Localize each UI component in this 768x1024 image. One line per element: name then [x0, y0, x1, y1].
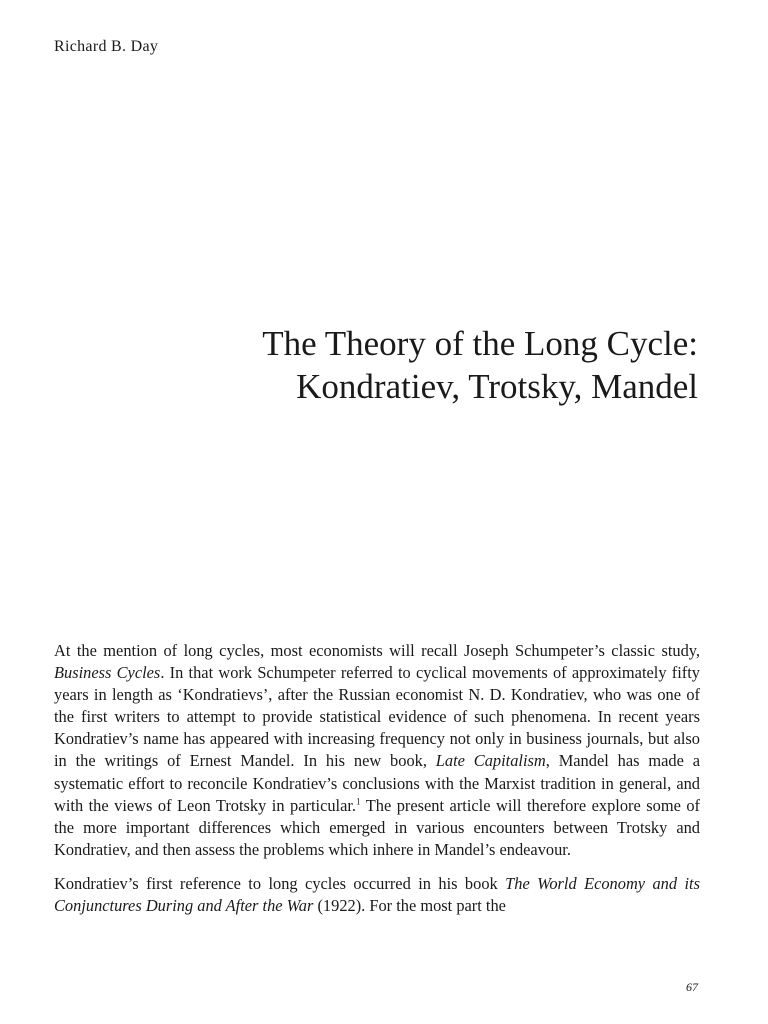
paragraph-1-text-4: The present article will therefore explore some of the more important differences which emerged in various encounters between Trotsky and Kondratiev, and then assess the problems which inhere in Mandel’s endeavour. [54, 795, 700, 859]
book-title-late-capitalism: Late Capitalism [435, 751, 546, 771]
book-title-world-economy: The World Economy and its Conjunctures During and After the War [54, 873, 700, 916]
paragraph-2-text-1: Kondratiev’s first reference to long cycles occurred in his book [54, 873, 506, 893]
title-line-2: Kondratiev, Trotsky, Mandel [296, 367, 698, 406]
paragraph-1-text-1: At the mention of long cycles, most economists will recall Joseph Schumpeter’s classic study, [54, 641, 700, 660]
article-title [138, 322, 698, 408]
author-name: Richard B. Day [54, 38, 159, 55]
page-number: 67 [686, 980, 698, 994]
book-title-business-cycles: Business Cycles [54, 663, 161, 683]
paragraph-1-text-2: . In that work Schumpeter referred to cyclical movements of approximately fifty years in length as ‘Kondratievs’, after the Russian economist N. D. Kondratiev, who was one of the first writers to attempt to provide statistical evidence of such phenomena. In recent years Kondratiev’s name has appeared with increasing frequency not only in business journals, but also in the writings of Ernest Mandel. In his new book, [54, 663, 701, 771]
paragraph-2-text-2: (1922). For the most part the [313, 896, 506, 916]
paragraph-2 [54, 873, 700, 917]
title-line-1: The Theory of the Long Cycle: [262, 324, 698, 363]
paragraph-1-text-3: , Mandel has made a systematic effort to reconcile Kondratiev’s conclusions with the Marxist tradition in general, and with the views of Leon Trotsky in particular. [54, 751, 700, 815]
article-body [54, 640, 700, 917]
footnote-marker[interactable]: 1 [356, 796, 361, 807]
paragraph-1 [54, 640, 700, 861]
